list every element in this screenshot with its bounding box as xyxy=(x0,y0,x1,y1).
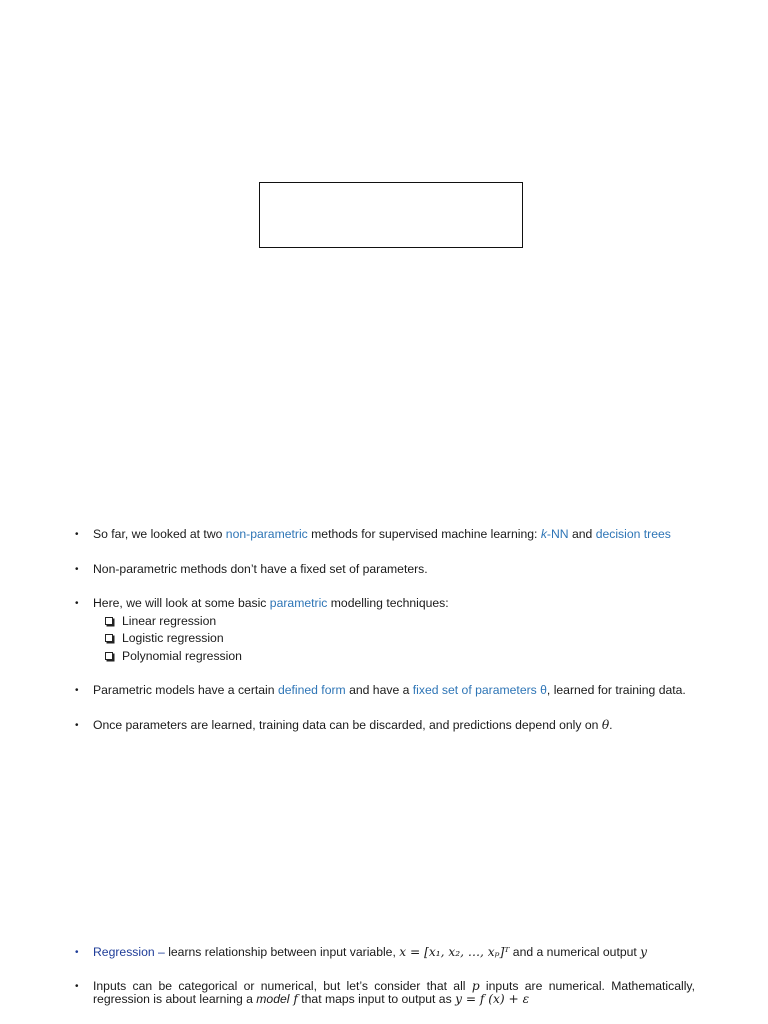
bullet-text: Here, we will look at some basic xyxy=(93,596,270,610)
math-symbol: p xyxy=(471,978,480,993)
bullet-text: Non-parametric methods don’t have a fixed set of parameters. xyxy=(93,561,428,576)
checkbox-icon xyxy=(105,652,113,660)
math-symbol: y xyxy=(640,945,648,959)
bullet-text: that maps input to output as xyxy=(297,992,456,1006)
highlight-text: fixed set of parameters θ xyxy=(412,683,547,697)
bullet-item xyxy=(75,561,695,579)
bullet-text: So far, we looked at two xyxy=(93,527,226,541)
sub-bullet-item xyxy=(105,648,695,666)
sub-bullet-item xyxy=(105,630,695,648)
bullet-dot-icon: • xyxy=(75,529,79,540)
bullet-dot-icon: • xyxy=(75,719,79,731)
bullet-dot-icon: • xyxy=(75,685,79,696)
bullet-text: . xyxy=(609,717,613,732)
bullet-text: , learned for training data. xyxy=(546,683,686,697)
sub-bullet-item xyxy=(105,613,695,631)
sub-bullet-text: Polynomial regression xyxy=(122,648,242,663)
sub-bullet-list xyxy=(93,613,695,666)
bullet-text: inputs are numerical. Mathematically, regression is about learning a xyxy=(93,978,695,1006)
bullet-item xyxy=(75,682,695,700)
bullet-item xyxy=(75,980,695,1007)
bullet-item xyxy=(75,944,695,962)
italic-text: model xyxy=(256,992,290,1006)
bullet-text: and have a xyxy=(345,683,413,697)
checkbox-icon xyxy=(105,617,113,625)
bullet-text: and a numerical output xyxy=(509,945,641,959)
bullet-text: modelling techniques: xyxy=(327,596,449,610)
math-symbol: θ xyxy=(601,717,610,732)
highlight-text: Regression – xyxy=(93,945,165,959)
highlight-text: -NN xyxy=(546,527,569,541)
bullet-dot-icon: • xyxy=(75,563,79,575)
bullet-text: Parametric models have a certain xyxy=(93,683,278,697)
slide2-bullet-list xyxy=(75,944,695,1007)
math-expression: x = [x₁, x₂, …, xₚ]ᵀ xyxy=(399,945,510,959)
highlight-text: non-parametric xyxy=(225,527,308,541)
bullet-dot-icon: • xyxy=(75,947,79,958)
bullet-dot-icon: • xyxy=(75,598,79,609)
highlight-text: defined form xyxy=(277,683,346,697)
sub-bullet-text: Linear regression xyxy=(122,613,217,628)
bullet-item xyxy=(75,526,695,544)
bullet-item xyxy=(75,717,695,735)
highlight-text: decision trees xyxy=(595,527,671,541)
highlight-text: k xyxy=(540,527,547,541)
slide1-bullet-list xyxy=(75,526,695,734)
bullet-text: methods for supervised machine learning: xyxy=(307,527,541,541)
checkbox-icon xyxy=(105,634,113,642)
math-expression: y = f (x) + ε xyxy=(455,992,530,1006)
sub-bullet-text: Logistic regression xyxy=(122,631,224,645)
highlight-text: parametric xyxy=(269,596,328,610)
bullet-text: learns relationship between input variable, xyxy=(164,945,400,959)
math-symbol: f xyxy=(289,992,298,1006)
bullet-text: Once parameters are learned, training data can be discarded, and predictions depend only on xyxy=(93,717,602,732)
title-placeholder-box xyxy=(259,182,523,248)
bullet-dot-icon: • xyxy=(75,980,79,992)
bullet-text: Inputs can be categorical or numerical, but let’s consider that all xyxy=(93,978,472,993)
bullet-item xyxy=(75,595,695,665)
bullet-text: and xyxy=(568,527,596,541)
